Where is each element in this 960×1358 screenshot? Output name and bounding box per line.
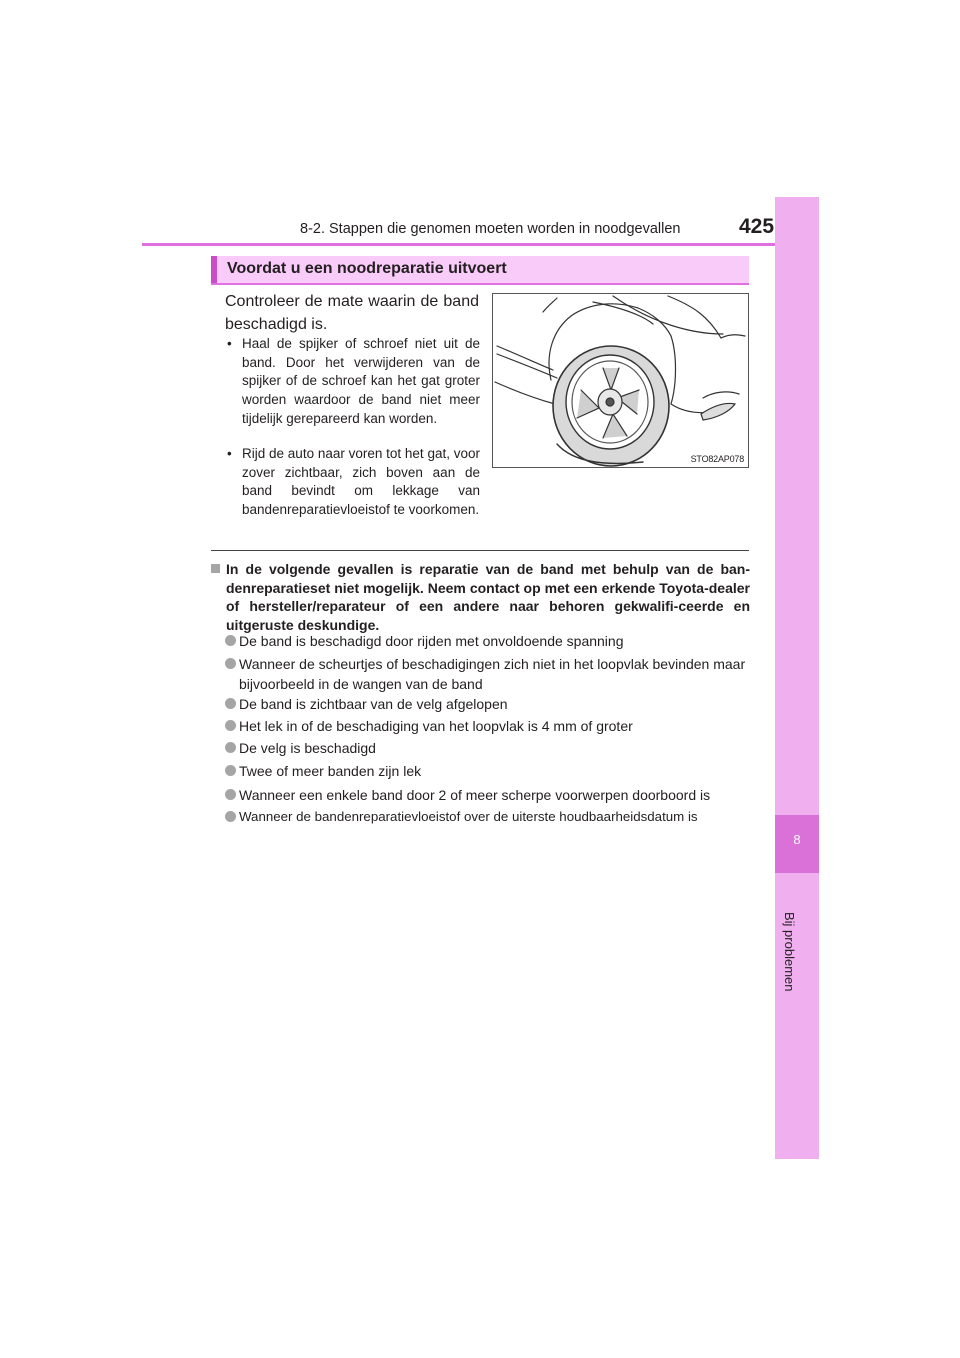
- condition-item: [225, 716, 750, 736]
- circle-bullet-icon: [225, 811, 236, 822]
- section-divider: [211, 550, 749, 551]
- condition-item: [225, 761, 750, 781]
- illustration-code: STO82AP078: [690, 454, 744, 464]
- note-heading-text: In de volgende gevallen is reparatie van de band met behulp van de ban-denreparatieset niet mogelijk. Neem contact op met een erkende Toyota-dealer of hersteller/reparateur of een andere naar behoren gekwalifi-ceerde en uitgeruste deskundige.: [226, 561, 750, 633]
- circle-bullet-icon: [225, 635, 236, 646]
- condition-item: [225, 631, 750, 651]
- square-bullet-icon: [211, 564, 220, 573]
- running-header-title: 8-2. Stappen die genomen moeten worden in noodgevallen: [300, 221, 681, 237]
- condition-text: Twee of meer banden zijn lek: [239, 763, 422, 779]
- chapter-number: 8: [793, 832, 801, 847]
- section-heading-marker: [211, 256, 217, 283]
- bullet-item: [227, 335, 480, 429]
- condition-text: De velg is beschadigd: [239, 740, 376, 756]
- section-heading-bar: [211, 256, 749, 285]
- condition-text: De band is beschadigd door rijden met onvoldoende spanning: [239, 633, 624, 649]
- bullet-item: [227, 445, 480, 520]
- condition-text: Wanneer de bandenreparatievloeistof over de uiterste houdbaarheidsdatum is: [239, 809, 698, 824]
- condition-item: [225, 694, 750, 714]
- page-number: 425: [739, 215, 775, 238]
- note-heading: [211, 560, 750, 634]
- circle-bullet-icon: [225, 765, 236, 776]
- condition-item: [225, 738, 750, 758]
- condition-text: Wanneer de scheurtjes of beschadigingen zich niet in het loopvlak bevinden maar bijvoorbeeld in de wangen van de band: [239, 656, 746, 692]
- car-wheel-drawing: [493, 294, 748, 467]
- condition-text: Het lek in of de beschadiging van het loopvlak is 4 mm of groter: [239, 718, 633, 734]
- condition-item: [225, 785, 750, 805]
- circle-bullet-icon: [225, 742, 236, 753]
- circle-bullet-icon: [225, 698, 236, 709]
- circle-bullet-icon: [225, 658, 236, 669]
- bullet-symbol: •: [227, 446, 232, 461]
- bullet-symbol: •: [227, 336, 232, 351]
- chapter-side-strip: [775, 197, 819, 1159]
- circle-bullet-icon: [225, 720, 236, 731]
- bullet-text: Rijd de auto naar voren tot het gat, voor zover zichtbaar, zich boven aan de band bevindt om lekkage van bandenreparatievloeistof te voorkomen.: [242, 446, 480, 518]
- condition-text: Wanneer een enkele band door 2 of meer scherpe voorwerpen doorboord is: [239, 787, 711, 803]
- condition-text: De band is zichtbaar van de velg afgelopen: [239, 696, 508, 712]
- intro-paragraph: Controleer de mate waarin de band beschadigd is.: [225, 293, 479, 333]
- tire-illustration: [492, 293, 749, 468]
- chapter-label: Bij problemen: [782, 912, 797, 992]
- condition-item: [225, 654, 750, 694]
- condition-item: [225, 807, 750, 827]
- circle-bullet-icon: [225, 789, 236, 800]
- header-rule: [142, 243, 819, 246]
- bullet-text: Haal de spijker of schroef niet uit de band. Door het verwijderen van de spijker of de schroef kan het gat groter worden waardoor de band niet meer tijdelijk gerepareerd kan worden.: [242, 336, 480, 426]
- section-heading: Voordat u een noodreparatie uitvoert: [227, 260, 507, 277]
